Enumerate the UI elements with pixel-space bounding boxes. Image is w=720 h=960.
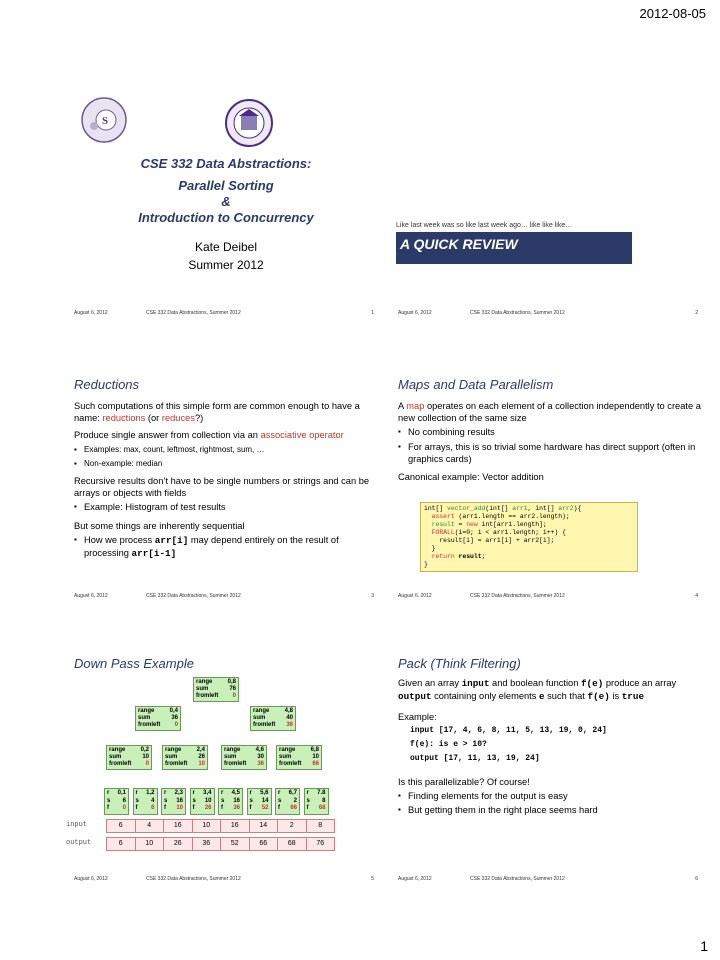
node-field-value: 52 [261,805,269,811]
paragraph: Example: [398,712,437,723]
output-array [106,837,334,849]
node-row [164,805,183,813]
node-row [165,754,205,761]
slide-number: 5 [371,876,374,882]
array-cell: 8 [306,819,336,833]
node-field-value: 10 [312,754,319,760]
example-function: f(e): is e > 10? [410,739,487,749]
node-row [196,686,236,693]
footer-course: CSE 332 Data Abstractions, Summer 2012 [470,593,565,599]
node-row [193,805,212,813]
node-field-label: sum [196,686,209,692]
array-cell: 16 [220,819,250,833]
node-row [165,747,205,754]
tree-node [221,745,267,770]
node-row [109,747,149,754]
node-field-value: 0,4 [169,708,178,714]
bullet: ▪ How we process arr[i] may depend entirely on the result of processing arr[i-1] [74,534,378,560]
node-field-label: range [138,708,155,714]
node-field-value: 7.8 [317,790,326,796]
node-field-value: 4,8 [284,708,293,714]
node-field-value: 6 [122,797,126,804]
node-row [278,790,297,798]
node-field-label: range [224,747,241,753]
node-field-label: fromleft [138,722,161,728]
node-field-label: s [164,797,168,804]
array-cell: 66 [249,837,279,851]
array-cell: 10 [135,837,165,851]
slide-4-body [398,400,702,488]
node-field-label: range [253,708,270,714]
slide-3 [66,367,386,603]
slide-3-body [74,400,378,562]
node-field-label: s [135,797,139,804]
node-field-label: f [221,805,223,811]
tree-leaf-node [190,788,215,815]
node-row [138,715,178,722]
node-row [279,754,319,761]
slide-1-title-line-4: Introduction to Concurrency [138,210,314,225]
slide-3-footer [66,591,386,603]
array-cell: 16 [163,819,193,833]
node-field-label: f [107,805,109,811]
slide-1-title-line-1: CSE 332 Data Abstractions: [140,156,312,171]
node-field-value: 6,8 [310,747,319,753]
node-field-value: 10 [142,754,149,760]
tree-node [106,745,152,770]
node-field-value: 2 [293,797,297,804]
footer-date: August 6, 2012 [74,310,108,316]
paragraph: Given an array input and boolean function f(e) produce an array output containing only elements e such that f(e) is true [398,678,677,703]
slide-2-subtext: Like last week was so like last week ago… like like like… [396,222,573,229]
uw-seal-logo [224,98,274,148]
bullet: ▪ Example: Histogram of test results [74,501,378,513]
slide-2 [390,84,710,320]
tree-leaf-node [218,788,243,815]
example-output: output [17, 11, 13, 19, 24] [410,753,540,763]
tree-leaf-node [304,788,329,815]
node-field-label: f [278,805,280,811]
paragraph: Produce single answer from collection via an associative operator [74,430,344,441]
node-field-label: s [107,797,111,804]
input-label: input [66,821,88,829]
node-row [307,790,326,798]
slide-2-banner-text: A QUICK REVIEW [400,236,518,252]
header-date: 2012-08-05 [639,6,706,21]
tree-node [276,745,322,770]
footer-course: CSE 332 Data Abstractions, Summer 2012 [470,876,565,882]
tree-root-node [193,677,239,702]
array-cell: 10 [192,819,222,833]
array-cell: 6 [106,819,136,833]
node-field-label: s [306,797,310,804]
node-field-label: f [306,805,309,811]
slide-6-title: Pack (Think Filtering) [398,656,521,671]
node-field-label: f [249,805,252,811]
node-field-value: 6 [151,805,155,811]
node-field-label: fromleft [279,761,302,767]
node-row [224,754,264,761]
array-cell: 26 [163,837,193,851]
node-field-value: 16 [233,797,240,804]
node-row [250,805,269,813]
node-field-label: r [221,790,224,796]
node-field-value: 36 [286,722,293,728]
node-field-value: 8 [322,797,326,804]
node-field-value: 2,3 [174,790,183,796]
slide-6 [390,650,710,886]
node-row [193,790,212,798]
node-field-label: fromleft [196,693,219,699]
node-row [107,798,126,806]
slide-4-title: Maps and Data Parallelism [398,377,554,392]
node-row [250,790,269,798]
node-row [138,722,178,729]
node-field-label: sum [165,754,178,760]
node-field-label: sum [279,754,292,760]
tree-leaf-node [247,788,272,815]
paragraph: Recursive results don’t have to be single numbers or strings and can be arrays or objects with fields [74,476,370,499]
array-cell: 2 [277,819,307,833]
node-field-value: 5,6 [260,790,269,796]
array-cell: 68 [277,837,307,851]
node-row [165,761,205,768]
node-field-value: 10 [204,797,212,804]
slide-2-footer [390,308,710,320]
slide-6-body [398,677,702,818]
node-field-value: 36 [233,805,240,811]
node-field-value: 4,5 [231,790,240,796]
slide-5-title: Down Pass Example [74,656,194,671]
slide-1-term: Summer 2012 [188,258,264,272]
footer-date: August 6, 2012 [398,593,432,599]
node-field-label: range [165,747,182,753]
node-field-value: 26 [204,805,212,811]
node-row [253,708,293,715]
node-field-label: fromleft [109,761,132,767]
node-field-value: 0 [145,761,149,767]
array-cell: 14 [249,819,279,833]
svg-text:S: S [102,115,109,127]
node-field-label: r [192,790,195,796]
bullet: ▪ No combining results [398,426,702,438]
slide-2-banner [396,232,632,264]
node-row [250,798,269,806]
footer-date: August 6, 2012 [398,876,432,882]
slide-5-footer [66,874,386,886]
slide-number: 1 [371,310,374,316]
node-row [136,798,155,806]
paragraph: Such computations of this simple form are common enough to have a name: reductions (or reduces?) [74,401,360,424]
node-row [136,805,155,813]
node-field-label: fromleft [253,722,276,728]
paragraph: Is this parallelizable? Of course! [398,776,530,787]
slide-3-title: Reductions [74,377,140,392]
node-row [253,715,293,722]
node-field-value: 36 [171,715,178,721]
slide-4-footer [390,591,710,603]
node-field-value: 1,2 [146,790,155,796]
node-field-value: 4,6 [255,747,264,753]
array-cell: 76 [306,837,336,851]
node-field-label: f [192,805,195,811]
node-row [279,761,319,768]
node-field-value: 16 [176,797,183,804]
array-cell: 36 [192,837,222,851]
footer-course: CSE 332 Data Abstractions, Summer 2012 [146,310,241,316]
tree-leaf-node [161,788,186,815]
array-cell: 4 [135,819,165,833]
node-field-label: range [279,747,296,753]
node-row [224,747,264,754]
node-field-value: 0 [122,805,126,811]
footer-course: CSE 332 Data Abstractions, Summer 2012 [146,876,241,882]
node-row [196,693,236,700]
node-field-label: range [109,747,126,753]
node-field-value: 30 [257,754,264,760]
bullet: ▪ For arrays, this is so trivial some hardware has direct support (often in graphics cards) [398,441,702,465]
node-row [164,790,183,798]
node-field-label: s [221,797,225,804]
node-field-label: s [192,797,196,804]
paragraph: But some things are inherently sequential [74,520,245,531]
node-field-value: 0,8 [227,679,236,685]
slide-1-title-line-2: Parallel Sorting [178,178,274,193]
node-row [278,798,297,806]
node-row [221,790,240,798]
example-input: input [17, 4, 6, 8, 11, 5, 13, 19, 0, 24] [410,725,607,735]
node-field-value: 4 [151,797,155,804]
node-row [107,805,126,813]
node-field-label: r [278,790,281,796]
bullet: ▪ Non-example: median [74,458,378,470]
node-field-label: sum [224,754,237,760]
node-field-value: 6,7 [288,790,297,796]
node-row [221,798,240,806]
footer-date: August 6, 2012 [398,310,432,316]
node-field-label: r [306,790,309,796]
slide-1 [66,84,386,320]
node-field-value: 0,2 [140,747,149,753]
node-row [196,679,236,686]
node-row [107,790,126,798]
node-field-value: 40 [286,715,293,721]
node-row [193,798,212,806]
node-field-label: range [196,679,213,685]
node-field-value: 10 [198,761,205,767]
node-field-value: 66 [290,805,297,811]
vector-add-code: int[] vector_add(int[] arr1, int[] arr2){ assert (arr1.length == arr2.length); result = new int[arr1.length]; FORALL(i=0; i < arr1.length; i++) { result[i] = arr1[i] + arr2[i]; } return result; } [420,502,638,572]
node-field-label: r [135,790,138,796]
node-field-label: r [249,790,252,796]
tree-node [135,706,181,731]
page-number: 1 [700,938,708,954]
slide-number: 4 [695,593,698,599]
node-row [138,708,178,715]
slide-5 [66,650,386,886]
slide-1-author: Kate Deibel [194,240,258,254]
node-row [253,722,293,729]
node-field-label: sum [109,754,122,760]
slide-6-footer [390,874,710,886]
node-field-label: s [278,797,282,804]
node-field-value: 76 [229,686,236,692]
uw-cse-logo [80,96,128,144]
slide-1-footer [66,308,386,320]
node-field-label: sum [253,715,266,721]
node-field-value: 2,4 [196,747,205,753]
node-field-value: 68 [318,805,326,811]
tree-leaf-node [104,788,129,815]
node-field-label: r [107,790,110,796]
node-row [136,790,155,798]
tree-leaf-node [133,788,158,815]
node-field-label: r [164,790,167,796]
node-field-value: 10 [176,805,183,811]
bullet: ▪ Finding elements for the output is easy [398,790,702,802]
node-field-label: sum [138,715,151,721]
node-field-value: 0 [232,693,236,699]
node-row [109,761,149,768]
array-cell: 6 [106,837,136,851]
footer-course: CSE 332 Data Abstractions, Summer 2012 [470,310,565,316]
output-label: output [66,839,92,847]
slide-4 [390,367,710,603]
slide-number: 3 [371,593,374,599]
node-row [164,798,183,806]
tree-node [162,745,208,770]
bullet: ▪ Examples: max, count, leftmost, rightmost, sum, … [74,444,378,456]
node-field-value: 36 [257,761,264,767]
input-array [106,819,334,831]
node-field-value: 26 [198,754,205,760]
node-row [278,805,297,813]
node-row [307,798,326,806]
paragraph: Canonical example: Vector addition [398,472,544,483]
node-field-label: f [135,805,138,811]
node-field-label: fromleft [224,761,247,767]
node-row [109,754,149,761]
slide-1-title-line-3: & [221,194,231,209]
node-field-label: s [249,797,253,804]
node-field-value: 14 [261,797,269,804]
array-cell: 52 [220,837,250,851]
node-row [279,747,319,754]
node-field-value: 66 [312,761,319,767]
node-field-label: fromleft [165,761,188,767]
node-row [307,805,326,813]
tree-leaf-node [275,788,300,815]
footer-course: CSE 332 Data Abstractions, Summer 2012 [146,593,241,599]
node-row [224,761,264,768]
footer-date: August 6, 2012 [74,876,108,882]
node-field-label: f [164,805,166,811]
bullet: ▪ But getting them in the right place seems hard [398,804,702,816]
slide-number: 6 [695,876,698,882]
slide-number: 2 [695,310,698,316]
paragraph: A map operates on each element of a collection independently to create a new collection of the same size [398,401,701,424]
node-field-value: 0,1 [117,790,126,796]
node-field-value: 0 [174,722,178,728]
node-row [221,805,240,813]
node-field-value: 3,4 [203,790,212,796]
tree-node [250,706,296,731]
footer-date: August 6, 2012 [74,593,108,599]
